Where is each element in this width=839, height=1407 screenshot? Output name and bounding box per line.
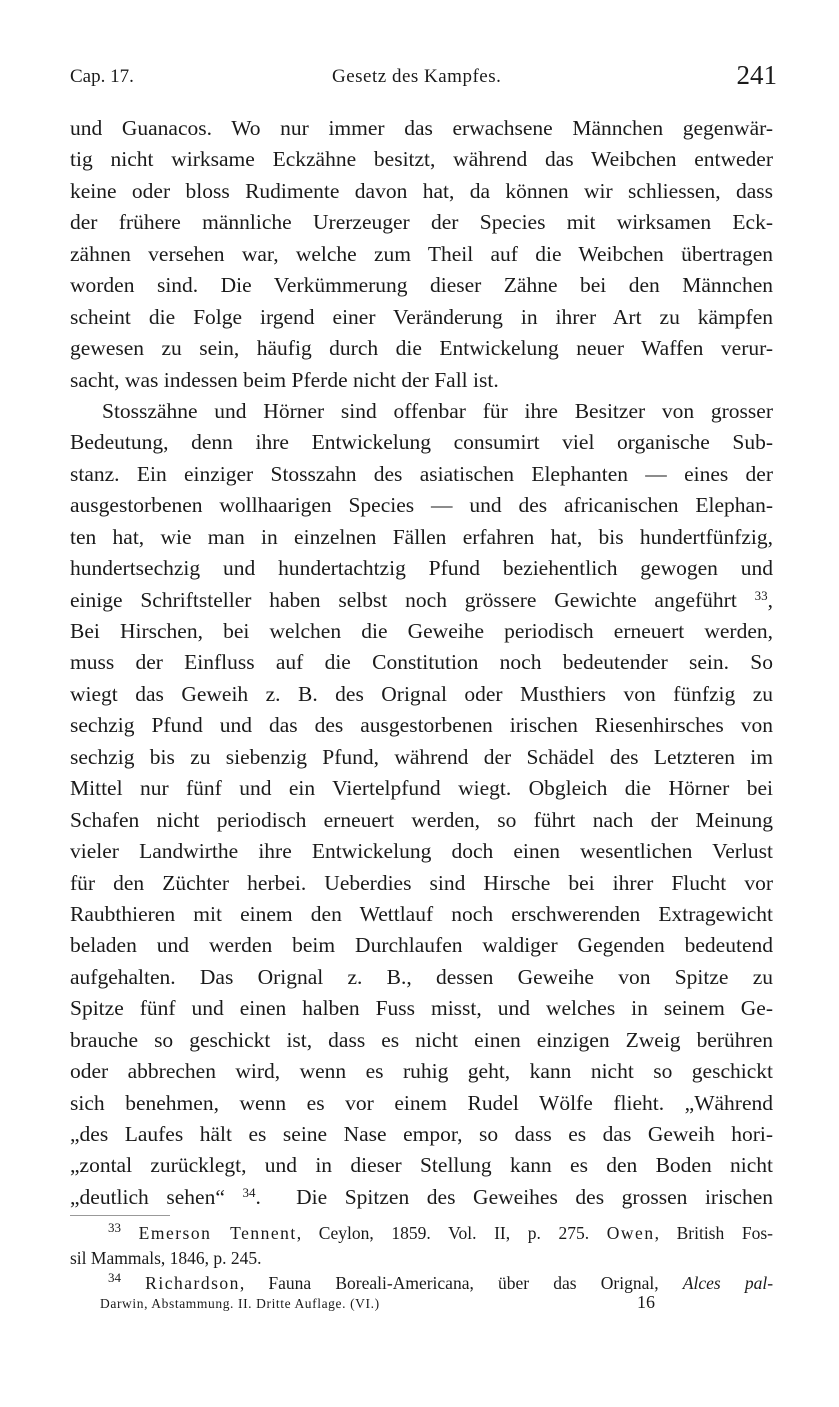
text-line: sechzig bis zu siebenzig Pfund, während der Schädel des Letzteren im (70, 744, 773, 769)
text-line: gewesen zu sein, häufig durch die Entwickelung neuer Waffen verur- (70, 336, 773, 361)
footnote-text: , Fauna Boreali-Americana, über das Orignal, (239, 1273, 659, 1293)
text-line: ten hat, wie man in einzelnen Fällen erfahren hat, bis hundertfünfzig, (70, 524, 773, 549)
text-line: sechzig Pfund und das des ausgestorbenen irischen Riesenhirsches von (70, 713, 773, 738)
line-text: Die Spitzen des Geweihes des grossen irischen (296, 1184, 773, 1209)
text-line: scheint die Folge irgend einer Veränderung in ihrer Art zu kämpfen (70, 304, 773, 329)
text-line: Schafen nicht periodisch erneuert werden, so führt nach der Meinung (70, 807, 773, 832)
footnote-text: , Ceylon, 1859. Vol. II, p. 275. (296, 1223, 590, 1243)
chapter-label: Cap. 17. (70, 66, 134, 87)
text-line: muss der Einfluss auf die Constitution noch bedeutender sein. So (70, 650, 773, 675)
footnote-rule (70, 1215, 170, 1216)
text-line: Mittel nur fünf und ein Viertelpfund wiegt. Obgleich die Hörner bei (70, 776, 773, 801)
footnote-33 (70, 1221, 773, 1246)
text-line: sich benehmen, wenn es vor einem Rudel Wölfe flieht. „Während (70, 1090, 773, 1115)
text-line: aufgehalten. Das Orignal z. B., dessen Geweihe von Spitze zu (70, 964, 773, 989)
text-line: stanz. Ein einziger Stosszahn des asiatischen Elephanten — eines der (70, 461, 773, 486)
text-line: worden sind. Die Verkümmerung dieser Zähne bei den Männchen (70, 273, 773, 298)
page-header (70, 60, 777, 94)
text-line: sacht, was indessen beim Pferde nicht der Fall ist. (70, 367, 499, 392)
footnote-author: Richardson (145, 1273, 240, 1293)
text-line: Bei Hirschen, bei welchen die Geweihe periodisch erneuert werden, (70, 619, 773, 643)
footnote-number: 33 (108, 1221, 121, 1235)
text-line: „des Laufes hält es seine Nase empor, so dass es das Geweih hori- (70, 1122, 773, 1146)
text-line: tig nicht wirksame Eckzähne besitzt, während das Weibchen entweder (70, 147, 773, 172)
text-line: und Guanacos. Wo nur immer das erwachsene Männchen gegenwär- (70, 116, 773, 140)
footnote-number: 34 (108, 1271, 121, 1285)
text-line: Stosszähne und Hörner sind offenbar für ihre Besitzer von grosser (102, 398, 773, 423)
ref-34-punct: . (255, 1184, 261, 1209)
text-line: wiegt das Geweih z. B. des Orignal oder Musthiers von fünfzig zu (70, 681, 773, 706)
signature-number: 16 (637, 1292, 655, 1312)
footnote-author: Owen (606, 1223, 655, 1243)
footnote-author: Emerson Tennent (138, 1223, 297, 1243)
text-line (70, 585, 773, 616)
text-line: keine oder bloss Rudimente davon hat, da können wir schliessen, dass (70, 178, 773, 203)
footnote-ref-34[interactable]: 34 (242, 1184, 256, 1200)
text-line: brauche so geschickt ist, dass es nicht einen einzigen Zweig berühren (70, 1027, 773, 1052)
footnote-text: , British Fos- (654, 1223, 773, 1243)
text-line: Spitze fünf und einen halben Fuss misst, und welches in seinem Ge- (70, 996, 773, 1021)
footnote-34 (70, 1271, 773, 1296)
body-text (70, 113, 773, 1213)
text-line: für den Züchter herbei. Ueberdies sind Hirsche bei ihrer Flucht vor (70, 870, 773, 895)
ref-33-punct: , (767, 587, 773, 612)
footnotes (70, 1221, 773, 1296)
line-text: „deutlich sehen“ (70, 1184, 225, 1209)
footnote-italic: Alces pal- (682, 1273, 773, 1293)
text-line (70, 1182, 773, 1213)
text-line: der frühere männliche Urerzeuger der Species mit wirksamen Eck- (70, 210, 773, 235)
footnote-ref-33[interactable]: 33 (754, 587, 768, 603)
text-line: ausgestorbenen wollhaarigen Species — und des africanischen Elephan- (70, 493, 773, 518)
footnote-33-cont: sil Mammals, 1846, p. 245. (70, 1248, 262, 1268)
text-line: beladen und werden beim Durchlaufen waldiger Gegenden bedeutend (70, 933, 773, 958)
line-text: einige Schriftsteller haben selbst noch grössere Gewichte angeführt (70, 587, 737, 612)
page-number: 241 (736, 60, 777, 90)
text-line: vieler Landwirthe ihre Entwickelung doch einen wesentlichen Verlust (70, 839, 773, 864)
text-line: Raubthieren mit einem den Wettlauf noch erschwerenden Extragewicht (70, 901, 773, 926)
text-line: hundertsechzig und hundertachtzig Pfund beziehentlich gewogen und (70, 556, 773, 581)
running-title: Gesetz des Kampfes. (332, 66, 502, 87)
text-line: Bedeutung, denn ihre Entwickelung consumirt viel organische Sub- (70, 430, 773, 455)
signature-line: Darwin, Abstammung. II. Dritte Auflage. (VI.) (100, 1296, 380, 1311)
text-line: zähnen versehen war, welche zum Theil auf die Weibchen übertragen (70, 241, 773, 266)
text-line: oder abbrechen wird, wenn es ruhig geht, kann nicht so geschickt (70, 1059, 773, 1084)
text-line: „zontal zurücklegt, und in dieser Stellung kann es den Boden nicht (70, 1153, 773, 1178)
